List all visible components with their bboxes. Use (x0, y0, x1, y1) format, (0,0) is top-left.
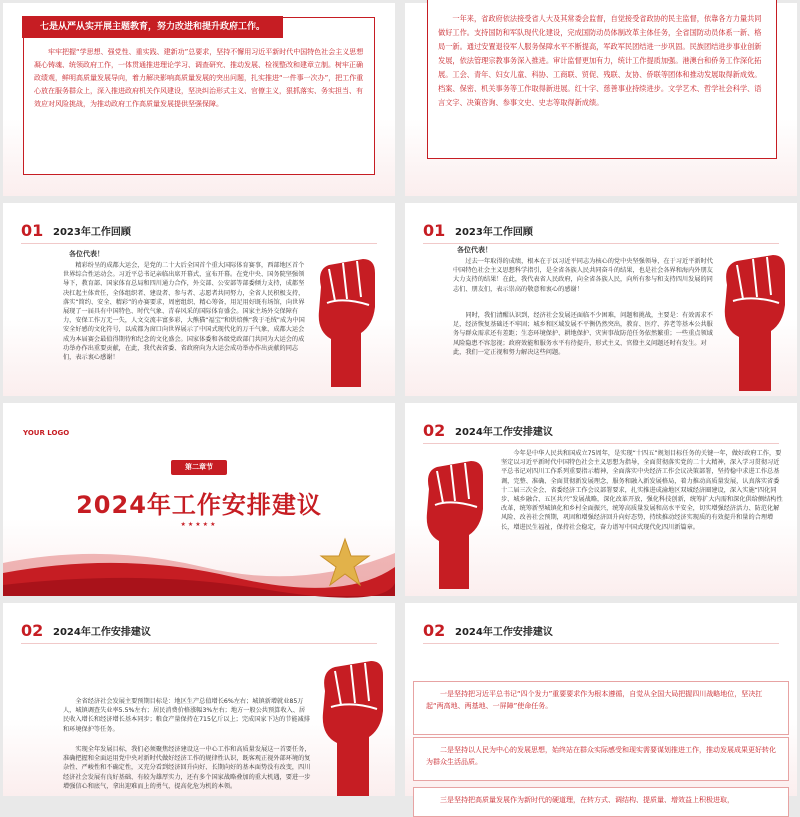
list-item-text: 一是坚持把习近平总书记“四个发力”重要要求作为根本遵循，自觉从全国大局把握四川战略地位，坚决扛起“两高地、两基地、一屏障”使命任务。 (426, 690, 763, 710)
greeting: 各位代表！ (457, 246, 492, 254)
slide-1[interactable] (3, 3, 395, 196)
list-item (413, 787, 789, 817)
section-title: 2024年工作安排建议 (53, 627, 151, 638)
raised-fist-icon (411, 449, 491, 589)
section-number: 01 (21, 221, 44, 240)
slide-7[interactable] (3, 603, 395, 796)
gold-star-icon (319, 537, 371, 589)
body-text: 精彩纷呈的成都大运会，是党的二十大后全国首个重大国际体育赛事，西部地区首个世界综合性运动会。习近平总书记亲临出席开幕式，宣布开幕。在党中央、国务院坚强领导下，教育部、国家体育总局和四川通力合作，外交部、公安部等部委倾力支持，成都坚决扛起主体责任，全体组织者、建设者、参与者、志愿者共同努力，全省人民积极支持，落实“简约、安全、精彩”的办赛要求，周密组织、精心筹备，用足用好既有场馆，向世界展现了一届具有中国特色、时代气象、青春风采的国际体育盛会。国家主场外交保障有力，安保工作万无一失，人文交流丰富多彩，大熊猫“福宝”和烘焙熊“我于毛绒”成为中国安全好感的文化符号，以成都为窗口向世界展示了中国式现代化的万千气象，成都大运会成为本届赛会最值得期待和纪念的文化盛会。国家体委和各级党政部门共同为大运会的成功举办作出重要贡献，在此，我代表省委、省政府向为大运会成功举办作出贡献的同志们，表示衷心感谢！ (63, 262, 305, 362)
section-number: 01 (423, 221, 446, 240)
divider (21, 243, 377, 244)
list-item-text: 二是坚持以人民为中心的发展思想，始终站在群众实际感受和现实需要谋划推进工作，推动发展成果更好转化为群众生活品质。 (426, 746, 776, 766)
section-title: 2024年工作安排建议 (455, 427, 553, 438)
body-text: 今年是中华人民共和国成立75周年，是实现“十四五”规划目标任务的关键一年，做好政府工作，要坚定以习近平新时代中国特色社会主义思想为指导，全面贯彻落实党的二十大精神，深入学习贯彻习近平总书记对四川工作系列重要指示精神，全面落实中央经济工作会议决策部署，坚持稳中求进工作总基调，完整、准确、全面贯彻新发展理念，服务和融入新发展格局，着力推动高质量发展，认真落实省委十二届三次全会、省委经济工作会议部署要求，扎实推进成渝地区双城经济圈建设，深入实施“四化同步、城乡融合、五区共兴”发展战略，深化改革开放，强化科技创新，统筹扩大内需和深化供给侧结构性改革，统筹新型城镇化和乡村全面振兴，统筹高质量发展和高水平安全，切实增强经济活力、防范化解风险、改善社会预期，巩固和增强经济回升向好态势，持续推动经济实现质的有效提升和量的合理增长，增进民生福祉，保持社会稳定，奋力谱写中国式现代化四川新篇章。 (501, 450, 783, 531)
body-text-1: 过去一年取得的成绩，根本在于以习近平同志为核心的党中央坚强领导，在于习近平新时代中国特色社会主义思想科学指引，是全省各族人民共同奋斗的结果，也是社会各界和海内外朋友大力支持的结果！在此，我代表省人民政府，向全省各族人民，向所有参与和支持四川发展的同志们、朋友们，表示崇高的敬意和衷心的感谢！ (453, 258, 713, 293)
list-item (413, 737, 789, 781)
raised-fist-icon (309, 647, 389, 796)
raised-fist-icon (711, 241, 791, 391)
body-text-2: 同时，我们清醒认识到，经济社会发展还面临不少困难，问题和挑战，主要是：有效需求不足，经济恢复基础还不牢固；城乡和区域发展不平衡仍然突出，教育、医疗、养老等基本公共服务与群众需求还有差距；生态环境保护、耕地保护、灾害事故防范任务依然繁重；一些重点领域风险隐患不容忽视；政府效能和服务水平有待提升，形式主义、官僚主义问题还时有发生。对此，我们一定正视和努力解决这些问题。 (453, 312, 713, 356)
body-text-2: 实现全年发展目标，我们必须聚焦经济建设这一中心工作和高质量发展这一首要任务，准确把握和全面运用党中央对新时代做好经济工作的规律性认识，既客观正视外部环境的复杂性、严峻性和不确定性，又充分看到经济回升向好、长期向好的基本面势没有改变，四川经济社会发展有良好基础、有较为雄厚实力，还有多个国家战略叠加的重大机遇，要进一步增强信心和底气，拿出迎难而上的勇气，提高化危为机的本领。 (63, 746, 311, 790)
list-item (413, 681, 789, 735)
chapter-title: 2024年工作安排建议 (76, 491, 322, 519)
divider (21, 643, 377, 644)
section-title: 2023年工作回顾 (53, 227, 131, 238)
box-text: 一年来，省政府依法接受省人大及其常委会监督，自觉接受省政协的民主监督，依靠各方力量共同做好工作。支持国防和军队现代化建设，完成国防动员体制改革主体任务，全省国防动员体系一新、格局一新。通过安置退役军人服务保障水平不断提高，军政军民团结进一步巩固。民族团结进步事业创新发展，依法管理宗教事务深入推进。审计监督更加有力，统计工作提质加强。港澳台和侨务工作深化拓展。工会、青年、妇女儿童、科协、工商联、贸促、残联、友协、侨联等团体和推动发展取得新成效。档案、保密、机关事务等工作取得新进展。红十字、慈善事业持续进步。文学艺术、哲学社会科学、语言文字、决策咨询、参事文史、史志等取得新成绩。 (438, 14, 762, 107)
divider (423, 443, 779, 444)
section-title: 2023年工作回顾 (455, 227, 533, 238)
slide-8[interactable] (405, 603, 797, 804)
slide-5-chapter[interactable] (3, 403, 395, 596)
box-header: 七是从严从实开展主题教育，努力改进和提升政府工作。 (22, 16, 283, 38)
slide-3[interactable] (3, 203, 395, 396)
divider (423, 643, 779, 644)
list-item-text: 三是坚持把高质量发展作为新时代的硬道理，在转方式、调结构、提质量、增效益上积极进取， (440, 796, 734, 804)
box-text: 牢牢把握“学思想、强党性、重实践、建新功”总要求，坚持不懈用习近平新时代中国特色社会主义思想凝心铸魂、统领政府工作，一体贯通推进理论学习、调查研究、推动发展、检视整改和建章立制。树牢正确政绩观，鲜明高质量发展导向，着力解决影响高质量发展的突出问题，扎实推进“一件事一次办”，把工作重心放在服务群众上，深入推进政府机关作风建设，坚决纠治形式主义、官僚主义，狠抓落实、务实担当、有效应对风险挑战，为推动政府工作高质量发展提供坚强保障。 (34, 48, 364, 108)
framed-text-box (427, 0, 777, 159)
chapter-badge: 第二章节 (171, 460, 227, 475)
section-number: 02 (423, 621, 446, 640)
stars-decoration: ★★★★★ (180, 521, 218, 528)
slide-4[interactable] (405, 203, 797, 396)
raised-fist-icon (303, 247, 383, 387)
section-number: 02 (21, 621, 44, 640)
section-title: 2024年工作安排建议 (455, 627, 553, 638)
body-text-1: 全省经济社会发展主要预期目标是：地区生产总值增长6%左右；城镇新增就业85万人，城镇调查失业率5.5%左右；居民消费价格涨幅3%左右；地方一般公共预算收入、居民收入增长和经济增长基本同步；粮食产量保持在715亿斤以上；完成国家下达的节能减排和环境保护等任务。 (63, 698, 310, 733)
slide-2[interactable] (405, 3, 797, 196)
section-number: 02 (423, 421, 446, 440)
logo-text: YOUR LOGO (23, 429, 70, 437)
framed-text-box (23, 17, 375, 175)
greeting: 各位代表！ (69, 250, 104, 258)
slide-6[interactable] (405, 403, 797, 596)
